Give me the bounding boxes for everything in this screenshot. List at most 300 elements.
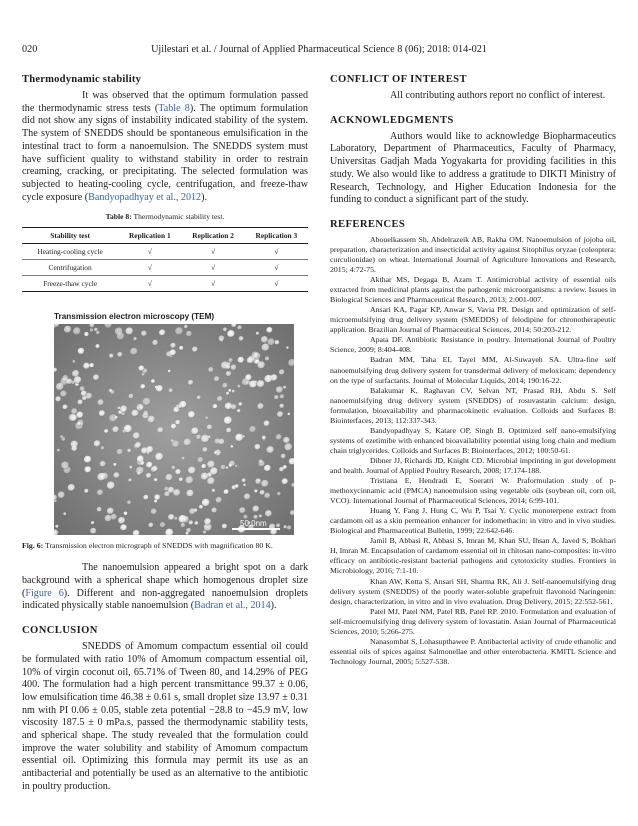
tem-droplet [135,442,141,448]
tem-droplet [285,444,293,452]
conclusion-heading: CONCLUSION [22,625,98,637]
tem-droplet [249,426,256,433]
reference-item: Balakumar K, Raghavan CV, Selvan NT, Prasad RH, Abdu S. Self nanoemulsifying drug delivery system (SNEDDS) of rosuvastatin calcium: design, formulation, bioavailability and pharmacokinetic evaluation. Colloids and Surfaces B: Biointerfaces, 2013; 112:337-343. [330,385,616,425]
tem-droplet [261,336,268,343]
tem-droplet [179,346,183,350]
right-column [330,74,616,667]
tem-droplet [128,479,131,482]
scale-bar-line [232,528,280,530]
table-cell: √ [245,260,308,276]
tem-droplet [194,509,198,513]
tem-droplet [184,439,192,447]
tem-droplet [97,490,103,496]
tem-droplet [216,497,222,503]
tem-droplet [230,445,233,448]
tem-droplet [244,494,251,501]
reference-item: Akthar MS, Degaga B, Azam T. Antimicrobial activity of essential oils extracted from medicinal plants against the pathogenic microorganisms: a review. Issues in Biological Sciences and Pharmaceutical Research, 2013; 2:001-007. [330,275,616,305]
tem-droplet [186,477,194,485]
tem-droplet [73,328,81,336]
tem-droplet [265,510,272,517]
tem-droplet [277,412,283,418]
table-caption-text: Thermodynamic stability test. [131,212,225,222]
tem-droplet [186,528,191,533]
tem-droplet [237,409,241,413]
tem-droplet [98,400,104,406]
tem-droplet [107,482,115,490]
tem-droplet [113,463,116,466]
thermodynamic-paragraph [22,90,308,204]
tem-droplet [127,501,131,505]
page-number: 020 [22,44,38,55]
tem-droplet [201,473,209,481]
tem-droplet [58,492,65,499]
tem-droplet [170,350,177,357]
tem-droplet [57,449,60,452]
tem-droplet [197,457,203,463]
reference-item: Huang Y, Fang J, Hung C, Wu P, Tsai Y. Cyclic monoterpene extract from cardamom oil as a skin permeation enhancer for indomethacin: in vitro and in vivo studies. Biological and Pharmaceutical Bulletin, 1999; 22:642-646. [330,506,616,536]
tem-droplet [199,505,203,509]
tem-droplet [184,325,188,329]
tem-droplet [280,395,285,400]
acknowledgments-paragraph: Authors would like to acknowledge Biopharmaceutics Laboratory, Department of Pharmaceutics, Faculty of Pharmacy, Universitas Gadjah Mada Yogyakarta for providing facilities in this study. We also would like to address a gratitude to DIKTI Ministry of Research, Technology, and Higher Education Indonesia for the funding to conduct a significant part of the study. [330,130,616,206]
conflict-heading: CONFLICT OF INTEREST [330,74,467,85]
tem-droplet [141,331,147,337]
tem-droplet [81,391,87,397]
tem-droplet [154,500,157,503]
running-title: Ujilestari et al. / Journal of Applied Pharmaceutical Science 8 (06); 2018: 014-021 [151,44,487,55]
tem-droplet [266,327,272,333]
tem-droplet [274,395,279,400]
nano-text-2: ). Different and non-aggregated nanoemulsion droplets indicated physically stable nanoemulsion ( [22,587,308,612]
tem-droplet [255,444,261,450]
tem-droplet [139,406,143,410]
tem-droplet [267,446,275,454]
tem-droplet [104,429,108,433]
tem-droplet [168,370,171,373]
table-cell: √ [181,244,244,260]
reference-item: Khan AW, Kotta S, Ansari SH, Sharma RK, Ali J. Self-nanoemulsifying drug delivery system (SNEDDS) of the poorly water-soluble grapefruit flavonoid Naringenin: design, characterization, in vitro and in vivo evaluation. Drug Delivery, 2015; 22:552-561. [330,576,616,606]
tem-droplet [239,336,244,341]
tem-droplet [202,447,207,452]
tem-droplet [152,466,158,472]
tem-droplet [94,441,101,448]
tem-droplet [217,396,223,402]
badran-citation-link[interactable]: Badran et al., 2014 [194,600,271,612]
tem-droplet [235,434,243,442]
tem-droplet [85,467,92,474]
tem-droplet [256,332,259,335]
tem-droplet [175,328,183,336]
tem-droplet [143,495,148,500]
stability-table [22,227,308,292]
conclusion-paragraph: SNEDDS of Amomum compactum essential oil could be formulated with ratio 10% of Amomum compactum essential oil, 10% of virgin coconut oil, 65.71% of Tween 80, and 14.29% of PEG 400. The formulation had a high percent transmittance 99.37 ± 0.06, low emulsification time 46.38 ± 0.61 s, small droplet size 13.97 ± 0.31 nm with PI 0.06 ± 0.05, stable zeta potential −28.8 to −45.9 mV, low viscosity 187.5 ± 0 mPa.s, passed the thermodynamic stability tests, and spherical shape. The study revealed that the formulation could improve the water solubility and stability of Amomum compactum essential oil. Optimizing this formula may permit its use as an antibacterial and potentially be used as an alternative to the antibiotic in poultry production. [22,641,308,792]
tem-droplet [96,331,100,335]
tem-droplet [254,490,257,493]
tem-droplet [257,480,260,483]
tem-droplet [226,428,231,433]
tem-droplet [276,434,282,440]
tem-droplet [121,525,127,531]
nano-text-3: ). [270,600,277,612]
table-header-cell: Replication 2 [181,228,244,244]
tem-droplet [56,383,64,391]
tem-droplet [205,417,208,420]
tem-droplet [257,403,264,410]
tem-droplet [191,428,199,436]
tem-droplet [130,348,138,356]
tem-droplet [242,379,250,387]
reference-item: Tristiana E, Hendradi E, Soeratri W. Praformulation study of p-methoxycinnamic acid (PMCA) nanoemulsion using vegetable oils (soybean oil, corn oil, VCO). International Journal of Pharmaceutical Sciences, 2014; 6:99-101. [330,476,616,506]
table-cell: √ [181,276,244,292]
tem-droplet [237,385,240,388]
tem-droplet [228,358,232,362]
tem-droplet [213,404,218,409]
acknowledgments-section [330,115,616,207]
tem-droplet [218,439,224,445]
tem-droplet [97,507,102,512]
tem-droplet [100,461,106,467]
tem-droplet [152,340,158,346]
tem-droplet [284,526,287,529]
tem-droplet [270,375,277,382]
tem-droplet [223,328,227,332]
tem-droplet [197,396,201,400]
tem-droplet [154,495,160,501]
tem-droplet [133,433,140,440]
tem-droplet [143,398,151,406]
tem-droplet [286,347,289,350]
tem-droplet [231,365,237,371]
tem-droplet [275,340,280,345]
tem-droplet [264,465,271,472]
table-cell: Centrifugation [22,260,118,276]
tem-droplet [207,478,215,486]
tem-droplet [170,343,176,349]
tem-droplet [186,490,193,497]
tem-droplet [139,366,145,372]
tem-droplet [235,465,238,468]
reference-item: Ansari KA, Pagar KP, Anwar S, Vavia PR. Design and optimization of self-microemulsifying drug delivery system (SMEDDS) of felodipine for chronotherapeutic application. Brazilian Journal of Pharmaceutical Sciences, 2014; 50:203-212. [330,305,616,335]
tem-droplet [113,473,119,479]
tem-droplet [226,467,229,470]
tem-droplet [143,411,148,416]
tem-droplet [127,449,131,453]
table-header-cell: Replication 3 [245,228,308,244]
tem-droplet [171,440,174,443]
tem-droplet [283,437,290,444]
nano-text-1: The nanoemulsion appeared a bright spot on a dark background with a spherical shape which homogenous droplet size ( [22,562,308,599]
tem-droplet [117,449,123,455]
tem-droplet [202,499,210,507]
tem-droplet [61,462,69,470]
tem-droplet [224,417,232,425]
tem-droplet [227,330,235,338]
tem-droplet [97,473,105,481]
tem-droplet [68,484,75,491]
acknowledgments-heading: ACKNOWLEDGMENTS [330,114,454,126]
tem-droplet [207,461,215,469]
tem-droplet [151,380,155,384]
tem-droplet [60,435,63,438]
bandyopadhyay-citation-link[interactable]: Bandyopadhyay et al., 2012 [88,191,202,203]
reference-item: Nanasombat S, Lohasupthawee P. Antibacterial activity of crude ethanolic and essential oils of spices against Salmonellae and other enterobacteria. KMITL Science and Technology Journal, 2005; 5:527-538. [330,636,616,666]
tem-droplet [201,435,209,443]
tem-droplet [229,464,233,468]
tem-droplet [63,405,68,410]
thermodynamic-stability-section [22,74,308,204]
tem-droplet [232,390,235,393]
tem-droplet [169,389,173,393]
tem-droplet [264,421,270,427]
tem-droplet [261,480,269,488]
references-heading: REFERENCES [330,218,406,230]
thermo-text-1: It was observed that the optimum formulation passed the thermodynamic stress tests ( [22,90,308,114]
tem-droplet [260,490,265,495]
tem-droplet [83,363,90,370]
reference-item: Patel MJ, Patel NM, Patel RB, Patel RP. 2010. Formulation and evaluation of self-microemulsifying drug delivery system of lovastatin. Asian Journal of Pharmaceutical Sciences, 2010; 5:266-275. [330,606,616,636]
tem-droplet [70,415,77,422]
tem-droplet [71,446,77,452]
table-cell: √ [118,260,181,276]
tem-droplet [63,513,66,516]
tem-image [54,324,294,535]
reference-item: Bandyopadhyay S, Katare OP, Singh B. Optimized self nano-emulsifying systems of ezetimibe with enhanced bioavailability potential using long chain and medium chain triglycerides. Colloids and Surfaces B: Biointerfaces, 2012; 100:50-61. [330,425,616,455]
tem-droplet [78,400,83,405]
tem-droplet [64,326,72,334]
tem-droplet [112,427,119,434]
tem-micrograph [54,324,294,535]
tem-droplet [226,371,232,377]
table-cell: √ [245,244,308,260]
tem-droplet [189,521,194,526]
reference-item: Apata DF. Antibiotic Resistance in poultry. International Journal of Poultry Science, 2009; 8:404-408. [330,335,616,355]
thermodynamic-heading: Thermodynamic stability [22,74,142,85]
tem-droplet [109,354,114,359]
tem-droplet [55,525,58,528]
tem-droplet [84,332,89,337]
reference-item: Abouelkassem Sh, Abdelrazeik AB, Rakha OM. Nanoemulsion of jojoba oil, preparation, characterization and insecticidal activity against Sitophilus oryzae (coleoptera: curculionidae) on wheat. International Journal of Agriculture Innovations and Research, 2015; 4:72-75. [330,234,616,275]
tem-droplet [90,528,96,534]
tem-droplet [142,373,145,376]
table-8-caption [22,212,308,221]
figure-6-caption [22,541,308,550]
tem-droplet [188,412,195,419]
tem-droplet [243,484,246,487]
tem-droplet [60,391,67,398]
tem-droplet [181,523,186,528]
tem-droplet [151,509,157,515]
tem-droplet [257,362,265,370]
tem-droplet [164,492,170,498]
tem-droplet [99,411,105,417]
tem-droplet [124,512,128,516]
table-8-link[interactable]: Table 8 [158,102,190,114]
tem-droplet [253,506,260,513]
tem-droplet [265,357,270,362]
tem-droplet [281,454,286,459]
references-section [330,219,616,667]
tem-droplet [210,468,218,476]
thermo-text-3: ). [201,191,207,203]
tem-droplet [84,456,92,464]
tem-droplet [235,485,239,489]
tem-droplet [214,377,220,383]
tem-droplet [129,466,132,469]
tem-droplet [117,333,125,341]
tem-droplet [262,344,270,352]
tem-droplet [140,461,144,465]
tem-droplet [156,385,163,392]
table-cell: √ [245,276,308,292]
tem-droplet [239,508,245,514]
tem-droplet [93,375,99,381]
table-row [22,260,308,276]
tem-droplet [208,436,211,439]
tem-droplet [148,523,153,528]
reference-list [330,235,616,667]
tem-droplet [221,465,226,470]
tem-droplet [133,337,137,341]
conflict-paragraph: All contributing authors report no conflict of interest. [390,90,606,101]
tem-droplet [118,517,125,524]
tem-droplet [267,339,274,346]
tem-droplet [280,404,285,409]
tem-droplet [71,409,77,415]
tem-droplet [72,360,75,363]
tem-droplet [146,451,150,455]
tem-droplet [226,365,231,370]
tem-droplet [264,493,270,499]
tem-droplet [277,492,281,496]
tem-droplet [171,424,176,429]
tem-droplet [188,467,196,475]
table-row [22,244,308,260]
tem-droplet [148,416,156,424]
tem-droplet [129,394,134,399]
tem-droplet [90,329,94,333]
tem-droplet [188,380,193,385]
left-column [22,74,308,794]
tem-droplet [228,389,231,392]
tem-droplet [101,447,105,451]
tem-droplet [247,358,254,365]
tem-droplet [204,519,211,526]
tem-droplet [231,404,237,410]
nanoemulsion-paragraph [22,562,308,613]
tem-droplet [238,357,245,364]
tem-droplet [238,403,242,407]
tem-droplet [117,352,122,357]
tem-droplet [252,352,259,359]
tem-droplet [219,336,225,342]
tem-droplet [173,489,180,496]
table-cell: √ [118,244,181,260]
tem-droplet [76,412,83,419]
tem-droplet [66,379,72,385]
conflict-section [330,74,616,103]
tem-droplet [182,517,188,523]
tem-droplet [159,330,165,336]
thermo-text-2: ). The optimum formulation did not show any signs of instability indicated stability of the system. The system of SNEDDS should be spontaneous emulsification in the intestinal tract to form a nanoemulsion. The SNEDDS system must have sufficient quality to withstand stability in order to restrain creaming, cracking, or precipitating. The selected formulation was subjected to heating-cooling cycle, centrifugation, and freeze-thaw cycle exposure ( [22,102,309,203]
tem-droplet [287,526,292,531]
tem-droplet [186,331,192,337]
tem-droplet [195,522,199,526]
tem-droplet [238,326,242,330]
tem-droplet [154,478,158,482]
tem-droplet [55,397,61,403]
tem-droplet [105,515,112,522]
tem-droplet [120,406,127,413]
tem-droplet [132,410,139,417]
reference-item: Dibner JJ, Richards JD, Knight CD. Microbial imprinting in gut development and health. Journal of Applied Poultry Research, 2008; 17:174-188. [330,455,616,475]
conclusion-section [22,625,308,793]
tem-droplet [91,521,94,524]
tem-droplet [182,457,185,460]
tem-droplet [196,435,201,440]
tem-droplet [214,451,217,454]
tem-droplet [174,517,178,521]
table-cell: Freeze-thaw cycle [22,276,118,292]
tem-droplet [283,386,286,389]
page-header [22,44,616,58]
table-row [22,276,308,292]
tem-droplet [279,467,284,472]
tem-droplet [140,384,145,389]
tem-droplet [259,460,263,464]
tem-droplet [166,474,173,481]
tem-droplet [257,380,265,388]
tem-droplet [192,347,198,353]
figure-caption-text: Transmission electron micrograph of SNEDDS with magnification 80 K. [43,541,273,551]
tem-droplet [222,383,227,388]
tem-droplet [168,514,174,520]
tem-droplet [201,464,206,469]
tem-droplet [94,328,98,332]
table-cell: √ [118,276,181,292]
tem-droplet [115,416,118,419]
tem-droplet [157,428,163,434]
tem-droplet [175,420,180,425]
tem-droplet [262,436,266,440]
table-caption-label: Table 8: [105,212,132,222]
tem-droplet [78,348,85,355]
reference-item: Jamil B, Abbasi R, Abbasi S, Imran M, Khan SU, Ihsan A, Javed S, Bokhari H, Imran M. Encapsulation of cardamom essential oil in chitosan nano-composites: in-vitro efficacy on antibiotic-resistant bacterial pathogens and cytotoxicity studies. Frontiers in Microbiology, 2016; 7:1-10. [330,536,616,576]
tem-droplet [89,363,94,368]
tem-droplet [171,466,175,470]
scale-bar-label: 50.0nm [240,519,267,529]
tem-droplet [276,387,283,394]
tem-droplet [164,487,168,491]
tem-droplet [226,392,229,395]
tem-title: Transmission electron microscopy (TEM) [54,312,215,322]
tem-droplet [175,469,181,475]
tem-droplet [155,453,163,461]
tem-droplet [279,370,285,376]
tem-droplet [287,413,290,416]
reference-item: Badran MM, Taha EI, Tayel MM, Al-Suwayeh SA. Ultra-fine self nanoemulsifying drug delivery system for transdermal delivery of meloxicam: dependency on the type of surfactants. Journal of Molecular Liquids, 2014; 190:16-22. [330,355,616,385]
table-cell: √ [181,260,244,276]
tem-droplet [179,478,183,482]
tem-droplet [110,390,115,395]
tem-droplet [178,405,182,409]
table-header-cell: Replication 1 [118,228,181,244]
figure-6-link[interactable]: Figure 6 [25,587,64,599]
figure-caption-label: Fig. 6: [22,541,44,551]
tem-droplet [77,422,81,426]
tem-droplet [84,489,88,493]
tem-droplet [95,344,99,348]
tem-droplet [222,524,227,529]
